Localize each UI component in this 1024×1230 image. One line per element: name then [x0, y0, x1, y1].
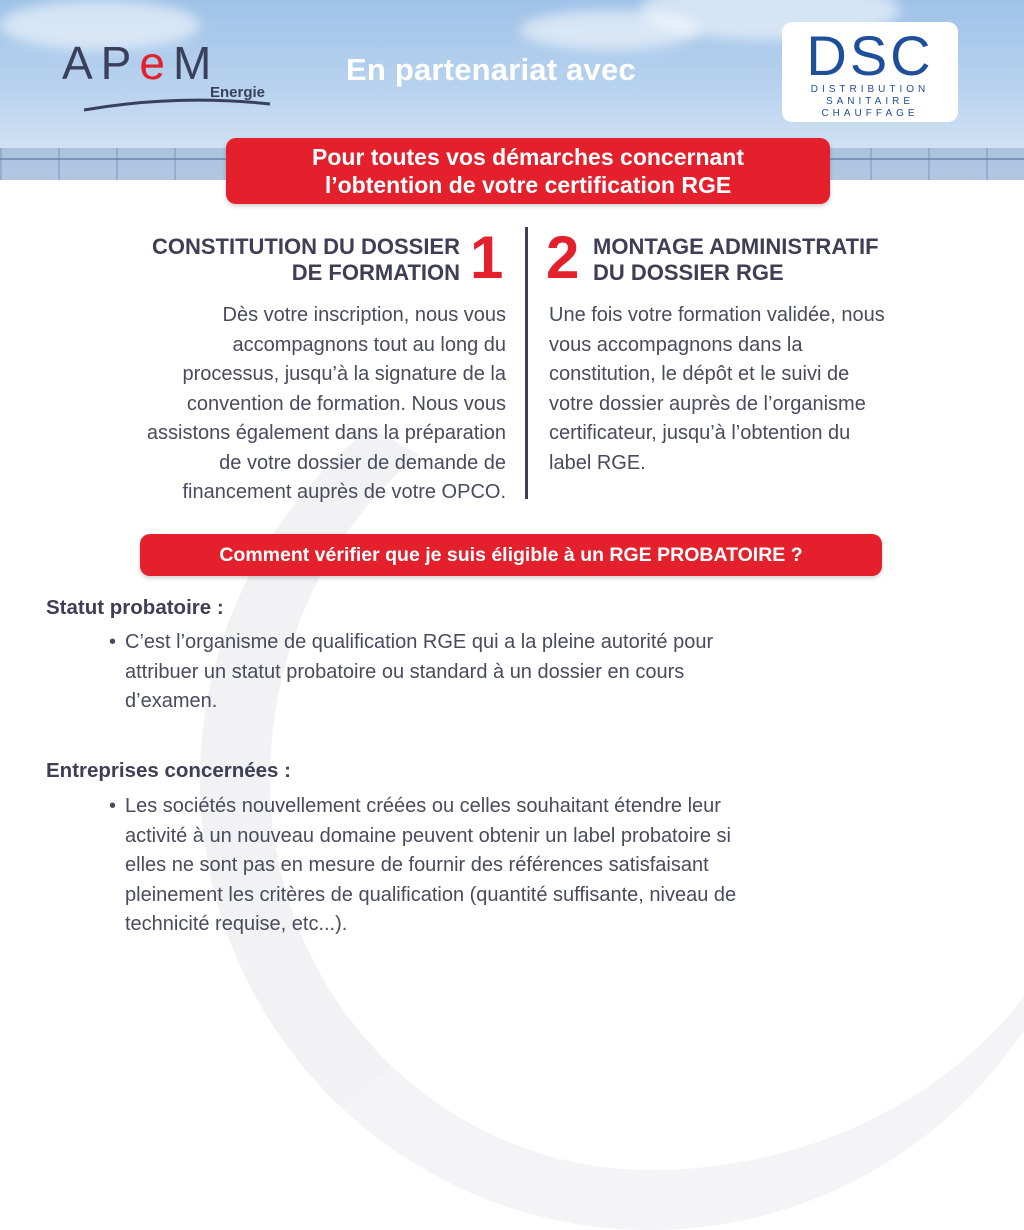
- eligibility-question-banner: Comment vérifier que je suis éligible à un RGE PROBATOIRE ?: [140, 534, 882, 576]
- apem-energie-logo: APeM Energie: [62, 36, 282, 114]
- bullet-marker: •: [109, 795, 117, 817]
- entreprises-section-title: Entreprises concernées :: [46, 759, 291, 782]
- bullet-marker: •: [109, 631, 117, 653]
- partnership-heading: En partenariat avec: [346, 52, 636, 87]
- step2-title: MONTAGE ADMINISTRATIF DU DOSSIER RGE: [593, 234, 879, 285]
- dsc-logo: DSC DISTRIBUTION SANITAIRE CHAUFFAGE: [782, 22, 958, 122]
- apem-subtitle: Energie: [210, 84, 266, 101]
- step2-description: Une fois votre formation validée, nous vous accompagnons dans la constitution, le dépôt et le suivi de votre dossier auprès de l’organisme certificateur, jusqu’à l’obtention du label RGE.: [549, 304, 885, 474]
- entreprises-description: Les sociétés nouvellement créées ou celles souhaitant étendre leur activité à un nouveau domaine peuvent obtenir un label probatoire si elles ne sont pas en mesure de fournir des références satisfaisant pleinement les critères de qualification (quantité suffisante, niveau de technicité requise, etc...).: [125, 795, 737, 935]
- statut-description: C’est l’organisme de qualification RGE qui a la pleine autorité pour attribuer un statut probatoire ou standard à un dossier en cours d’examen.: [125, 631, 714, 712]
- certification-banner: Pour toutes vos démarches concernant l’obtention de votre certification RGE: [226, 138, 830, 204]
- step1-title: CONSTITUTION DU DOSSIER DE FORMATION: [151, 234, 460, 285]
- step2-number: 2: [546, 224, 580, 291]
- apem-swoosh-icon: [82, 96, 272, 112]
- column-divider: [525, 227, 528, 499]
- step1-description: Dès votre inscription, nous vous accompagnons tout au long du processus, jusqu’à la signature de la convention de formation. Nous vous assistons également dans la préparation de votre dossier de demande de financement auprès de votre OPCO.: [146, 304, 506, 503]
- statut-section-title: Statut probatoire :: [46, 596, 224, 619]
- step1-number: 1: [470, 224, 504, 291]
